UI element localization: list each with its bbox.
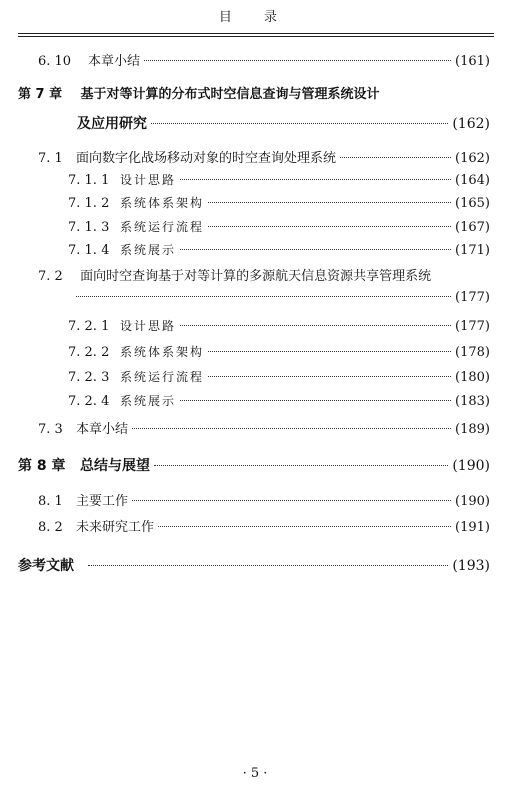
section-number: 7. 1. 1 [68, 173, 110, 188]
toc-entry-7-3[interactable] [38, 418, 490, 437]
leader-dots [132, 500, 451, 501]
page-ref: (162) [455, 151, 490, 166]
chapter-7-heading[interactable] [18, 83, 380, 102]
section-title: 系统展示 [120, 243, 177, 257]
leader-dots [208, 202, 451, 203]
leader-dots [340, 157, 451, 158]
chapter-title-continued: 及应用研究 [77, 116, 147, 132]
toc-entry-7-2-2[interactable] [68, 343, 490, 360]
section-number: 7. 2. 4 [68, 394, 110, 409]
section-number: 7. 1. 4 [68, 243, 110, 258]
page-ref: (190) [452, 458, 490, 474]
section-title: 系统运行流程 [120, 370, 205, 384]
section-number: 7. 2. 2 [68, 345, 110, 360]
toc-entry-8-2[interactable] [38, 516, 490, 535]
section-number: 8. 1 [38, 494, 63, 509]
page-header: 目 录 [218, 10, 292, 25]
section-number: 7. 2. 1 [68, 319, 110, 334]
leader-dots [180, 325, 451, 326]
page-ref: (177) [455, 319, 490, 334]
toc-entry-8-1[interactable] [38, 490, 490, 509]
toc-entry-7-1[interactable] [38, 147, 490, 166]
leader-dots [144, 60, 451, 61]
section-title: 系统展示 [120, 394, 177, 408]
section-title: 本章小结 [76, 422, 129, 437]
toc-entry-7-2-3[interactable] [68, 368, 490, 385]
header-rule-double [18, 36, 494, 37]
page-ref: (165) [455, 196, 490, 211]
section-title: 本章小结 [88, 54, 141, 69]
chapter-number: 第 8 章 [18, 458, 66, 474]
toc-entry-7-2-heading[interactable] [38, 265, 431, 284]
section-title: 未来研究工作 [76, 520, 155, 535]
leader-dots [132, 428, 451, 429]
toc-entry-chapter-7[interactable] [77, 113, 490, 133]
section-number: 7. 2 [38, 269, 63, 284]
section-number: 7. 1 [38, 151, 63, 166]
page-ref: (161) [455, 54, 490, 69]
toc-entry-7-1-2[interactable] [68, 194, 490, 211]
leader-dots [208, 226, 451, 227]
section-title: 设计思路 [120, 319, 177, 333]
toc-entry-7-2-4[interactable] [68, 392, 490, 409]
section-title: 设计思路 [120, 173, 177, 187]
chapter-number: 第 7 章 [18, 87, 63, 102]
leader-dots [208, 351, 451, 352]
toc-entry-6-10[interactable] [38, 50, 490, 69]
section-number: 6. 10 [38, 54, 72, 69]
page-ref: (162) [452, 116, 490, 132]
leader-dots [180, 249, 451, 250]
leader-dots [158, 526, 451, 527]
page-ref: (193) [452, 558, 490, 574]
section-number: 7. 2. 3 [68, 370, 110, 385]
section-title: 系统体系架构 [120, 345, 205, 359]
toc-entry-references[interactable] [18, 555, 490, 575]
page-number: · 5 · [242, 766, 268, 781]
leader-dots [154, 465, 448, 466]
leader-dots [180, 400, 451, 401]
leader-dots [88, 565, 448, 566]
section-number: 7. 1. 3 [68, 220, 110, 235]
references-title: 参考文献 [18, 558, 74, 574]
chapter-title: 基于对等计算的分布式时空信息查询与管理系统设计 [80, 87, 380, 102]
page-ref: (190) [455, 494, 490, 509]
page-ref: (164) [455, 173, 490, 188]
toc-entry-7-1-3[interactable] [68, 218, 490, 235]
page-ref: (178) [455, 345, 490, 360]
section-title: 系统运行流程 [120, 220, 205, 234]
section-title: 面向数字化战场移动对象的时空查询处理系统 [76, 151, 337, 166]
toc-entry-7-2-1[interactable] [68, 317, 490, 334]
section-number: 7. 1. 2 [68, 196, 110, 211]
section-number: 7. 3 [38, 422, 63, 437]
leader-dots [208, 376, 451, 377]
section-title: 面向时空查询基于对等计算的多源航天信息资源共享管理系统 [80, 269, 432, 284]
toc-entry-chapter-8[interactable] [18, 455, 490, 475]
page-ref: (191) [455, 520, 490, 535]
page-ref: (177) [455, 290, 490, 305]
page-ref: (171) [455, 243, 490, 258]
leader-dots [180, 179, 451, 180]
section-title: 系统体系架构 [120, 196, 205, 210]
header-rule [18, 33, 494, 34]
leader-dots [151, 123, 448, 124]
chapter-title: 总结与展望 [80, 458, 150, 474]
toc-entry-7-2[interactable] [76, 290, 490, 305]
section-title: 主要工作 [76, 494, 129, 509]
page-ref: (183) [455, 394, 490, 409]
leader-dots [76, 296, 451, 297]
toc-entry-7-1-4[interactable] [68, 241, 490, 258]
toc-entry-7-1-1[interactable] [68, 171, 490, 188]
page-ref: (180) [455, 370, 490, 385]
section-number: 8. 2 [38, 520, 63, 535]
page-ref: (167) [455, 220, 490, 235]
page-ref: (189) [455, 422, 490, 437]
